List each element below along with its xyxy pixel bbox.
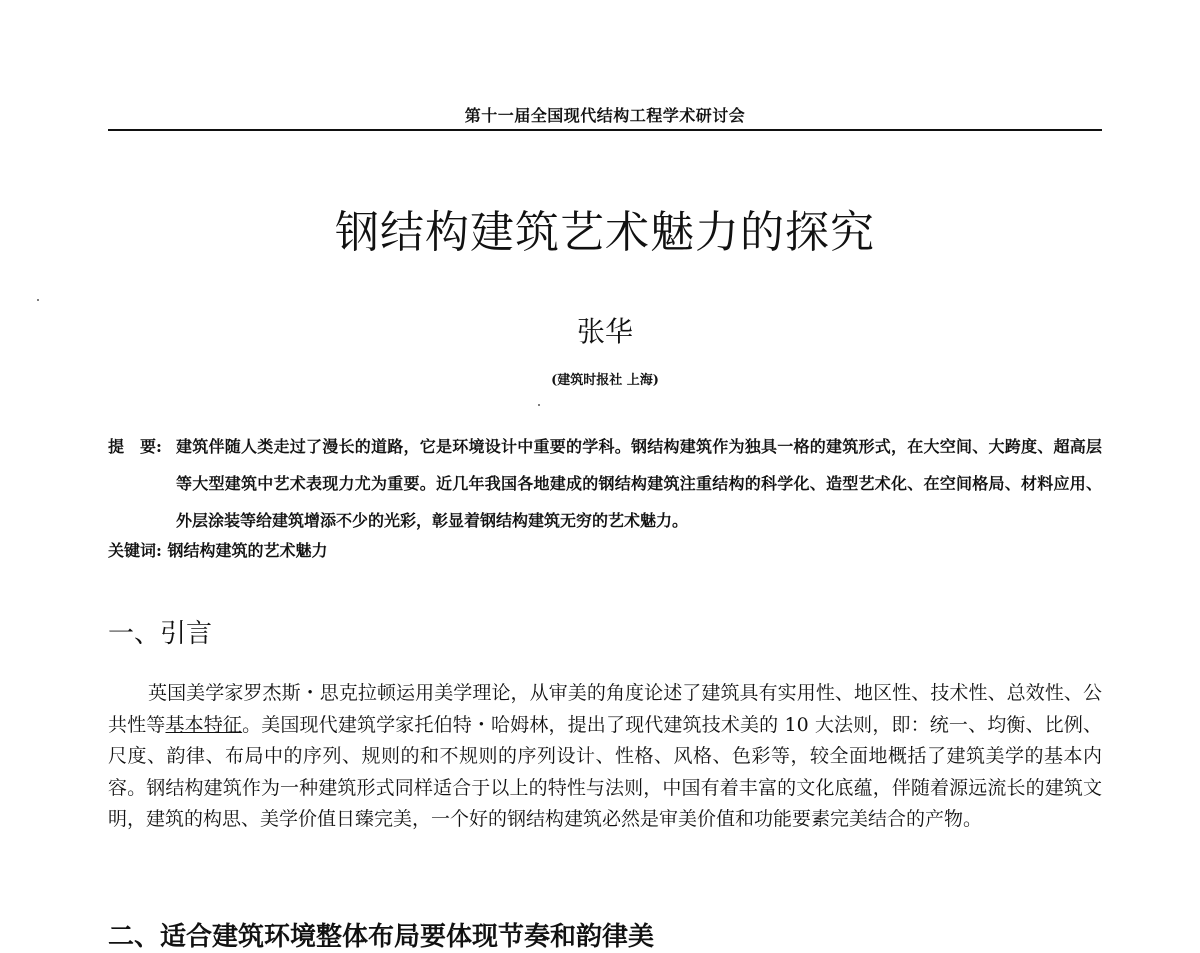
abstract-block [108,428,1102,539]
scan-speck [37,299,39,301]
underlined-term: 基本特征 [165,713,243,736]
introduction-paragraph [108,678,1102,836]
keywords-line [108,538,1102,561]
scan-speck [538,404,540,406]
abstract-text: 建筑伴随人类走过了漫长的道路，它是环境设计中重要的学科。钢结构建筑作为独具一格的建筑形式，在大空间、大跨度、超高层等大型建筑中艺术表现力尤为重要。近几年我国各地建成的钢结构建筑注重结构的科学化、造型艺术化、在空间格局、材料应用、外层涂装等给建筑增添不少的光彩，彰显着钢结构建筑无穷的艺术魅力。 [176,437,1102,530]
author-affiliation: (建筑时报社 上海) [551,373,659,388]
abstract-label: 提 要: [108,437,162,456]
section-heading-introduction: 一、引言 [108,619,213,649]
paper-title: 钢结构建筑艺术魅力的探究 [335,207,875,258]
keywords-label: 关键词: [108,541,162,560]
paragraph-text-part2: 。美国现代建筑学家托伯特・哈姆林，提出了现代建筑技术美的 10 大法则，即：统一、均衡、比例、尺度、韵律、布局中的序列、规则的和不规则的序列设计、性格、风格、色彩等，较全面地概括了建筑美学的基本内容。钢结构建筑作为一种建筑形式同样适合于以上的特性与法则，中国有着丰富的文化底蕴，伴随着源远流长的建筑文明，建筑的构思、美学价值日臻完美，一个好的钢结构建筑必然是审美价值和功能要素完美结合的产物。 [108,713,1102,831]
keywords-text: 钢结构建筑的艺术魅力 [167,541,328,560]
paragraph-text-part1: 英国美学家罗杰斯・思克拉顿运用美学理论，从审美的角度论述了建筑具有实用性、地区性、技术性、总效性、公共性等 [108,682,1102,736]
section-heading-rhythm: 二、适合建筑环境整体布局要体现节奏和韵律美 [108,922,655,952]
header-rule [108,129,1102,131]
author-name: 张华 [576,315,633,348]
running-header: 第十一届全国现代结构工程学术研讨会 [464,106,746,125]
